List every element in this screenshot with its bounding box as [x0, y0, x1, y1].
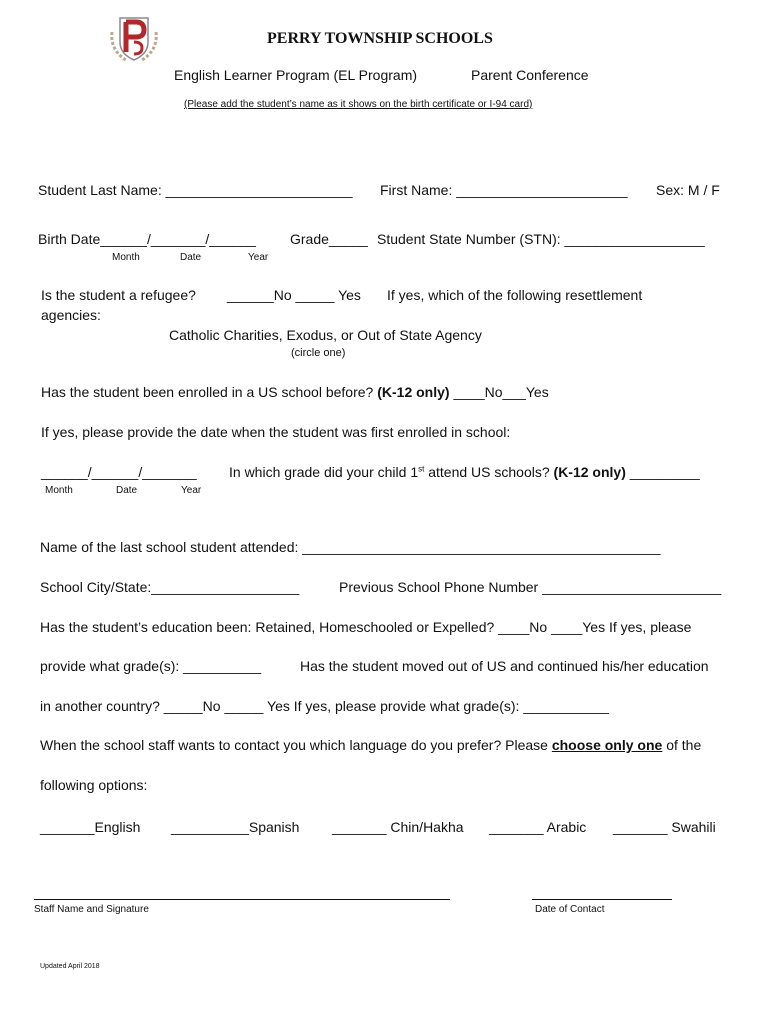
refugee-options[interactable]: ______No _____ Yes [227, 287, 361, 303]
last-school-field[interactable]: Name of the last school student attended: ______________________________________________ [40, 539, 661, 555]
grades-field[interactable]: provide what grade(s): __________ [40, 658, 262, 674]
country-question[interactable]: in another country? _____No _____ Yes If yes, please provide what grade(s): ___________ [40, 698, 609, 714]
previous-phone-field[interactable]: Previous School Phone Number _______________________ [339, 579, 722, 595]
enrolled-k12: (K-12 only) [377, 384, 450, 400]
first-date-label: Date [116, 485, 138, 496]
birth-date-field[interactable]: Birth Date______/_______/______ [38, 231, 256, 247]
refugee-followup: If yes, which of the following resettlement [387, 287, 643, 303]
first-grade-sup: st [418, 464, 425, 474]
language-question [40, 737, 701, 753]
first-grade-text-b: attend US schools? [424, 464, 550, 480]
grade-field[interactable]: Grade_____ [290, 231, 368, 247]
staff-signature-label: Staff Name and Signature [34, 904, 149, 915]
student-last-name-field[interactable]: Student Last Name: ________________________ [38, 182, 353, 198]
sex-field[interactable]: Sex: M / F [656, 182, 720, 198]
birth-year-label: Year [248, 252, 269, 263]
language-text-b: of the [662, 737, 702, 753]
enrolled-question [41, 384, 549, 400]
language-option-swahili[interactable]: _______ Swahili [613, 819, 716, 835]
retained-question[interactable]: Has the student’s education been: Retained, Homeschooled or Expelled? ____No ____Yes If yes, please [40, 619, 692, 635]
language-option-english[interactable]: _______English [40, 819, 141, 835]
date-of-contact-label: Date of Contact [535, 904, 605, 915]
refugee-agency-list[interactable]: Catholic Charities, Exodus, or Out of State Agency [169, 327, 482, 343]
birth-date-label: Date [180, 252, 202, 263]
stn-field[interactable]: Student State Number (STN): __________________ [377, 231, 705, 247]
language-option-chin-hakha[interactable]: _______ Chin/Hakha [332, 819, 464, 835]
first-month-label: Month [45, 485, 73, 496]
first-grade-blank[interactable]: _________ [629, 464, 700, 480]
refugee-question: Is the student a refugee? [41, 287, 196, 303]
first-enrolled-date-field[interactable]: ______/______/_______ [41, 464, 197, 480]
program-title: English Learner Program (EL Program) [174, 67, 418, 83]
first-year-label: Year [181, 485, 202, 496]
first-name-field[interactable]: First Name: ______________________ [380, 182, 628, 198]
language-option-arabic[interactable]: _______ Arabic [489, 819, 587, 835]
refugee-agencies-label: agencies: [41, 307, 101, 323]
enrolled-question-text: Has the student been enrolled in a US school before? [41, 384, 374, 400]
date-of-contact-line[interactable] [532, 899, 672, 900]
first-enrolled-question: If yes, please provide the date when the student was first enrolled in school: [41, 424, 511, 440]
circle-one-note: (circle one) [291, 347, 346, 359]
choose-only-one: choose only one [551, 737, 663, 753]
language-text: When the school staff wants to contact you which language do you prefer? Please [40, 737, 552, 753]
updated-note: Updated April 2018 [40, 963, 100, 970]
conference-title: Parent Conference [471, 67, 589, 83]
following-options-label: following options: [40, 777, 148, 793]
name-note: (Please add the student’s name as it shows on the birth certificate or I-94 card) [184, 99, 533, 110]
language-option-spanish[interactable]: __________Spanish [171, 819, 300, 835]
first-grade-text: In which grade did your child 1 [229, 464, 419, 480]
first-grade-k12: (K-12 only) [553, 464, 626, 480]
staff-signature-line[interactable] [34, 899, 450, 900]
school-title: PERRY TOWNSHIP SCHOOLS [267, 30, 493, 47]
enrolled-options[interactable]: ____No___Yes [453, 384, 549, 400]
school-logo [104, 12, 164, 64]
school-city-state-field[interactable]: School City/State:___________________ [40, 579, 300, 595]
birth-month-label: Month [112, 252, 140, 263]
moved-question: Has the student moved out of US and continued his/her education [300, 658, 709, 674]
first-grade-question [229, 464, 700, 480]
